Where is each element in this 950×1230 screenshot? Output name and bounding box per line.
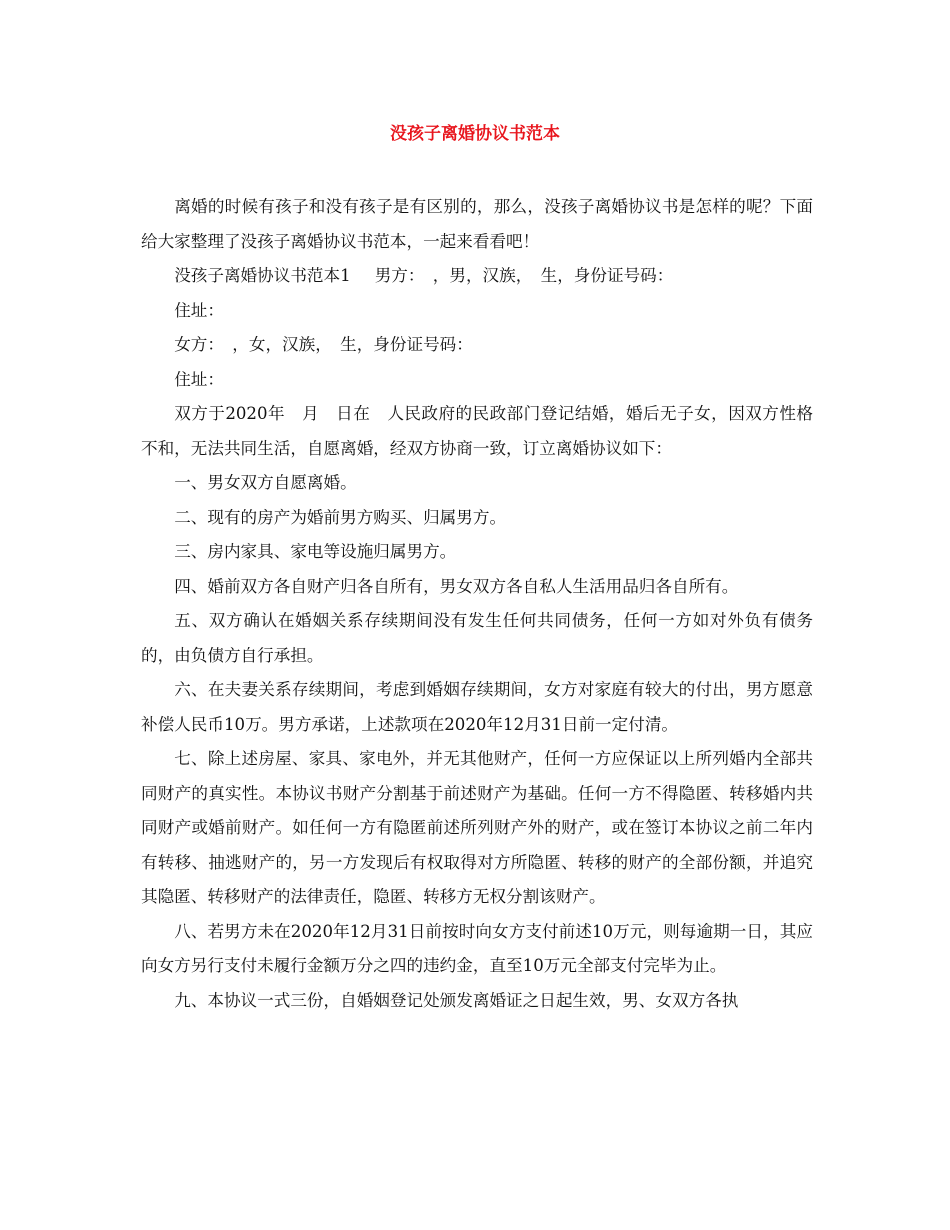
- male-party-line: 男方： ，男，汉族， 生，身份证号码：: [374, 266, 674, 285]
- clause-7: 七、除上述房屋、家具、家电外，并无其他财产，任何一方应保证以上所列婚内全部共同财产的真实性。本协议书财产分割基于前述财产为基础。任何一方不得隐匿、转移婚内共同财产或婚前财产。如任何一方有隐匿前述所列财产外的财产，或在签订本协议之前二年内有转移、抽逃财产的，另一方发现后有权取得对方所隐匿、转移的财产的全部份额，并追究其隐匿、转移财产的法律责任，隐匿、转移方无权分割该财产。: [141, 749, 813, 906]
- clause-5: 五、双方确认在婚姻关系存续期间没有发生任何共同债务，任何一方如对外负有债务的，由负债方自行承担。: [141, 611, 813, 665]
- clause-9: 九、本协议一式三份，自婚姻登记处颁发离婚证之日起生效，男、女双方各执: [174, 990, 739, 1010]
- sample-heading: 没孩子离婚协议书范本1: [174, 266, 351, 285]
- sample-heading-paragraph: [141, 259, 813, 294]
- preamble-paragraph: 双方于2020年 月 日在 人民政府的民政部门登记结婚，婚后无子女，因双方性格不和，无法共同生活，自愿离婚，经双方协商一致，订立离婚协议如下：: [141, 404, 813, 458]
- document-body: [141, 190, 813, 1018]
- female-address: 住址：: [174, 369, 224, 389]
- clause-4: 四、婚前双方各自财产归各自所有，男女双方各自私人生活用品归各自所有。: [174, 576, 739, 596]
- document-title: 没孩子离婚协议书范本: [390, 124, 560, 144]
- male-address: 住址：: [174, 300, 224, 320]
- clause-1: 一、男女双方自愿离婚。: [174, 473, 357, 492]
- clause-2: 二、现有的房产为婚前男方购买、归属男方。: [174, 507, 507, 527]
- female-party-line: 女方： ，女，汉族， 生，身份证号码：: [174, 335, 473, 354]
- clause-3: 三、房内家具、家电等设施归属男方。: [174, 542, 457, 561]
- clause-8: 八、若男方未在2020年12月31日前按时向女方支付前述10万元，则每逾期一日，其应向女方另行支付未履行金额万分之四的违约金，直至10万元全部支付完毕为止。: [141, 921, 813, 975]
- clause-6: 六、在夫妻关系存续期间，考虑到婚姻存续期间，女方对家庭有较大的付出，男方愿意补偿人民币10万。男方承诺，上述款项在2020年12月31日前一定付清。: [141, 680, 813, 734]
- intro-paragraph: 离婚的时候有孩子和没有孩子是有区别的，那么，没孩子离婚协议书是怎样的呢？下面给大家整理了没孩子离婚协议书范本，一起来看看吧！: [141, 197, 813, 251]
